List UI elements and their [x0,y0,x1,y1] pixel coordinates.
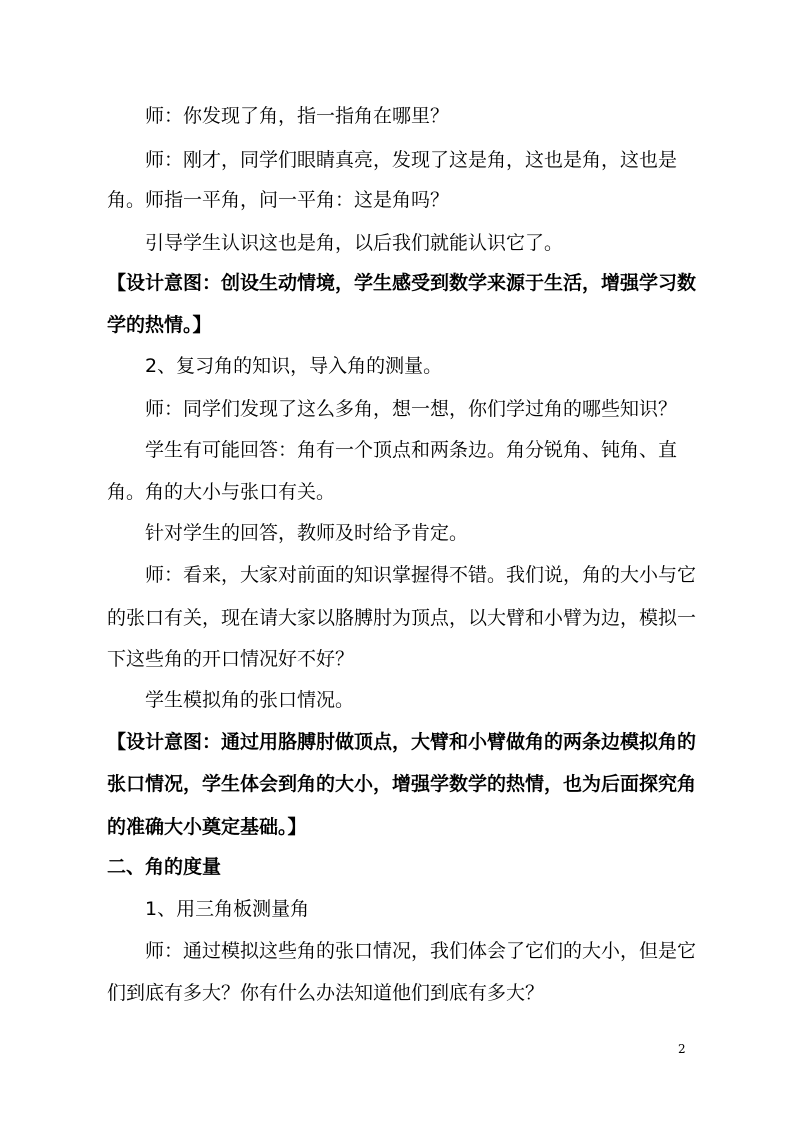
paragraph-line: 下这些角的开口情况好不好？ [107,648,355,670]
paragraph-line: 师：你发现了角，指一指角在哪里？ [145,105,450,127]
paragraph-line: 师：同学们发现了这么多角，想一想，你们学过角的哪些知识？ [145,398,678,420]
page-number: 2 [678,1042,686,1056]
section-heading: 二、角的度量 [107,856,222,878]
section-subheading: 2、复习角的知识，导入角的测量。 [145,355,443,377]
design-intent-line: 【设计意图：创设生动情境，学生感受到数学来源于生活，增强学习数 [107,272,697,294]
paragraph-line: 的张口有关，现在请大家以胳膊肘为顶点，以大臂和小臂为边，模拟一 [107,607,697,629]
paragraph-line: 师：看来，大家对前面的知识掌握得不错。我们说，角的大小与它 [145,564,697,586]
design-intent-line: 学的热情。】 [107,314,212,336]
paragraph-line: 师：通过模拟这些角的张口情况，我们体会了它们的大小，但是它 [145,940,697,962]
paragraph-line: 学生有可能回答：角有一个顶点和两条边。角分锐角、钝角、直 [145,439,678,461]
paragraph-line: 们到底有多大？你有什么办法知道他们到底有多大？ [107,982,545,1004]
paragraph-line: 角。师指一平角，问一平角：这是角吗？ [107,189,450,211]
paragraph-line: 针对学生的回答，教师及时给予肯定。 [145,522,469,544]
design-intent-line: 张口情况，学生体会到角的大小，增强学数学的热情，也为后面探究角 [107,773,697,795]
design-intent-line: 【设计意图：通过用胳膊肘做顶点，大臂和小臂做角的两条边模拟角的 [107,731,697,753]
paragraph-line: 角。角的大小与张口有关。 [107,481,336,503]
paragraph-line: 引导学生认识这也是角，以后我们就能认识它了。 [145,232,564,254]
paragraph-line: 师：刚才，同学们眼睛真亮，发现了这是角，这也是角，这也是 [145,149,678,171]
design-intent-line: 的准确大小奠定基础。】 [107,816,307,838]
section-subheading: 1、用三角板测量角 [145,898,310,920]
paragraph-line: 学生模拟角的张口情况。 [145,689,355,711]
